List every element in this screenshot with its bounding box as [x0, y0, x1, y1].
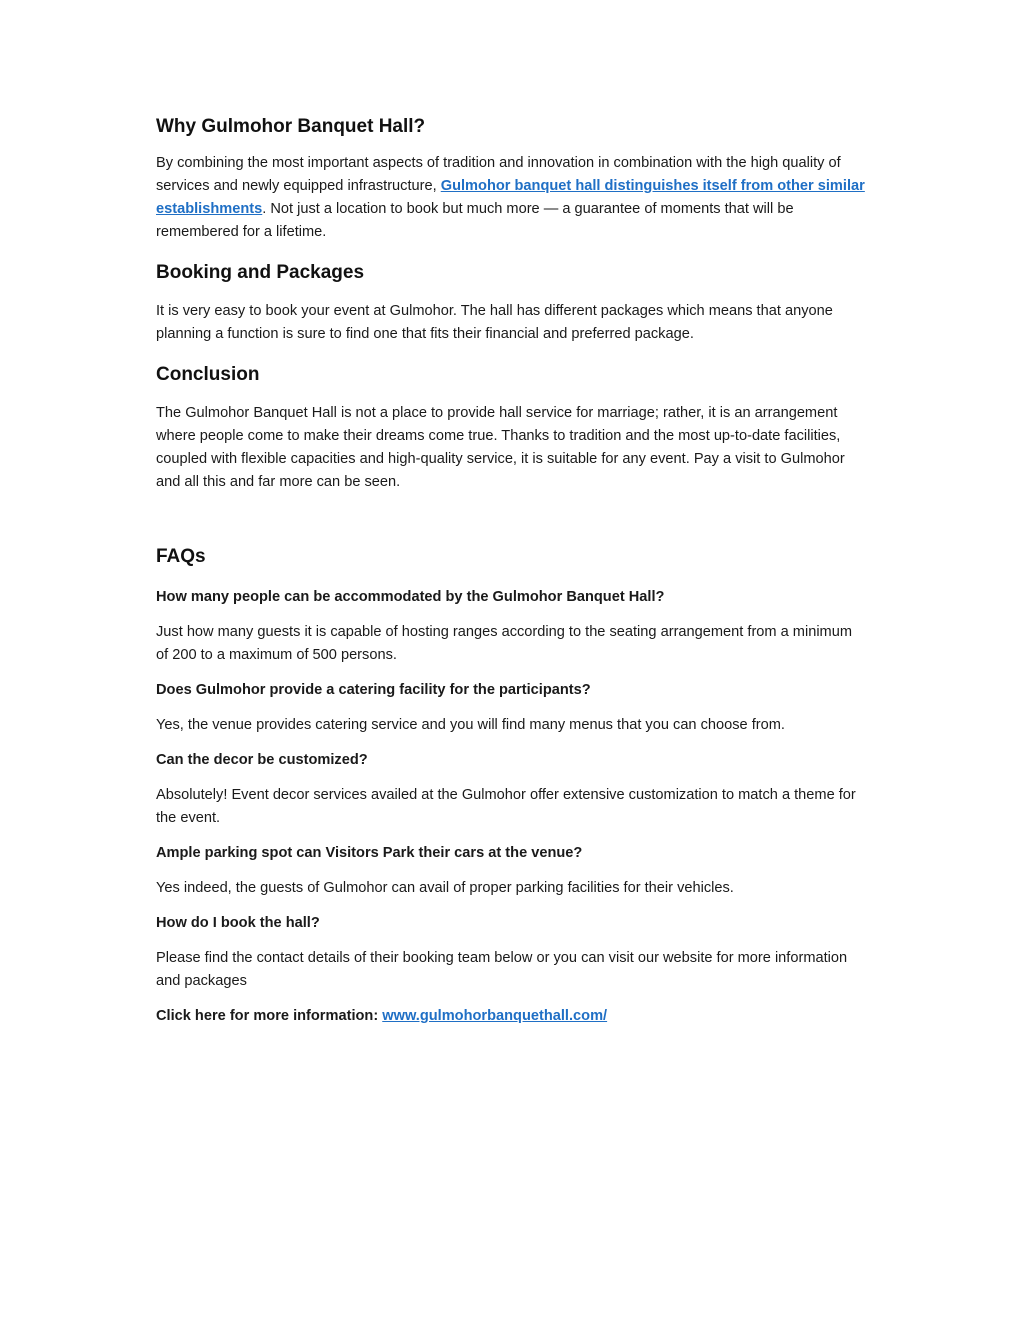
faq-question: How many people can be accommodated by the Gulmohor Banquet Hall?	[156, 589, 665, 605]
faq-answer: Just how many guests it is capable of hosting ranges according to the seating arrangement from a minimum of 200 to a maximum of 500 persons.	[156, 624, 852, 663]
why-text-after: . Not just a location to book but much more — a guarantee of moments that will be remembered for a lifetime.	[156, 201, 794, 240]
conclusion-paragraph: The Gulmohor Banquet Hall is not a place to provide hall service for marriage; rather, it is an arrangement where people come to make their dreams come true. Thanks to tradition and the most up-to-date facilities, coupled with flexible capacities and high-quality service, it is suitable for any event. Pay a visit to Gulmohor and all this and far more can be seen.	[156, 405, 845, 490]
distinguishes-link[interactable]: Gulmohor banquet hall distinguishes itself from other similar establishments	[156, 178, 865, 217]
faq-answer: Yes indeed, the guests of Gulmohor can avail of proper parking facilities for their vehicles.	[156, 880, 734, 896]
why-text-before: By combining the most important aspects of tradition and innovation in combination with the high quality of services and newly equipped infrastructure,	[156, 155, 841, 194]
faq-question: Can the decor be customized?	[156, 752, 368, 768]
document-page	[156, 112, 868, 1028]
booking-heading: Booking and Packages	[156, 262, 365, 283]
faq-answer: Absolutely! Event decor services availed at the Gulmohor offer extensive customization to match a theme for the event.	[156, 787, 856, 826]
faq-question: Does Gulmohor provide a catering facility for the participants?	[156, 682, 591, 698]
faq-question: How do I book the hall?	[156, 915, 320, 931]
faq-question: Ample parking spot can Visitors Park their cars at the venue?	[156, 845, 583, 861]
why-paragraph	[156, 152, 868, 244]
why-heading: Why Gulmohor Banquet Hall?	[156, 116, 426, 137]
conclusion-heading: Conclusion	[156, 364, 260, 385]
more-info-line	[156, 1005, 868, 1028]
more-info-label: Click here for more information:	[156, 1008, 383, 1024]
booking-paragraph: It is very easy to book your event at Gulmohor. The hall has different packages which means that anyone planning a function is sure to find one that fits their financial and preferred package.	[156, 303, 833, 342]
faqs-heading: FAQs	[156, 546, 206, 567]
website-link[interactable]: www.gulmohorbanquethall.com/	[382, 1008, 608, 1024]
faq-answer: Please find the contact details of their booking team below or you can visit our website for more information and packages	[156, 950, 848, 989]
faq-answer: Yes, the venue provides catering service and you will find many menus that you can choose from.	[156, 717, 785, 733]
